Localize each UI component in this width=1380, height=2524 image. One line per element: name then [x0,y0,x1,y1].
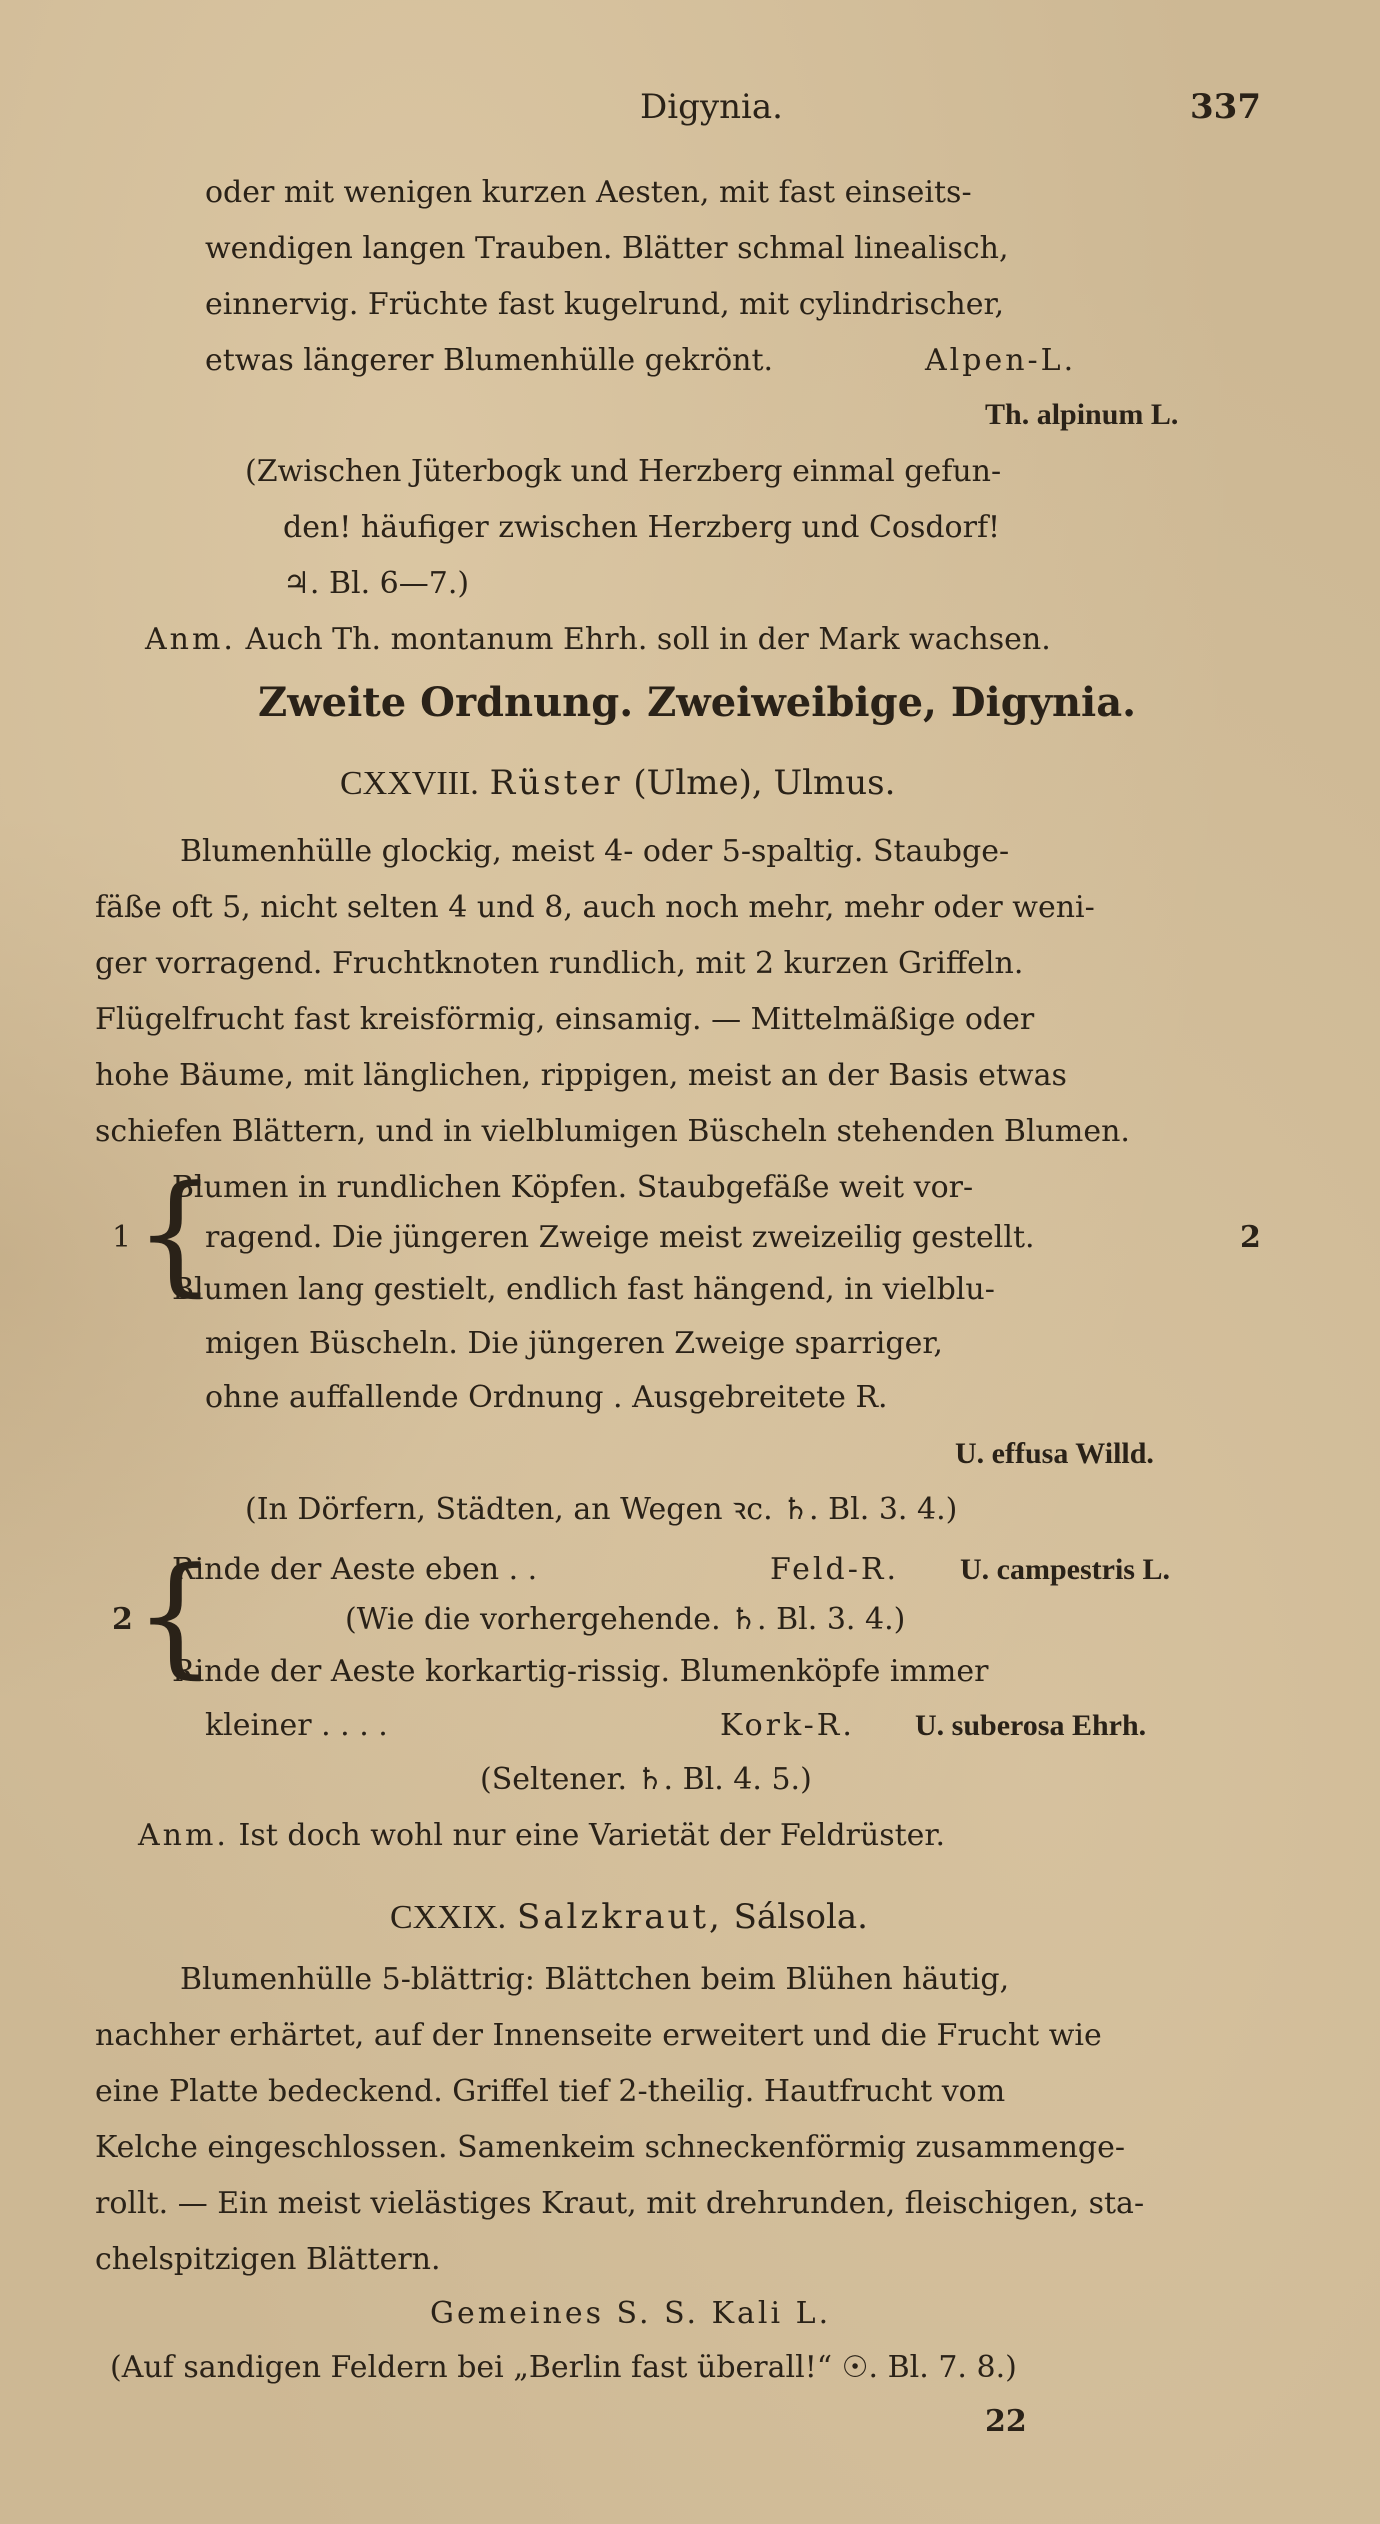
brace-icon: { [134,1539,217,1691]
key-target-number: 2 [1240,1220,1261,1255]
genus-german-name: Rüster [489,763,623,803]
order-heading: Zweite Ordnung. Zweiweibige, Digynia. [258,679,1137,726]
habitat-line: (In Dörfern, Städten, an Wegen ꝛc. ♄. Bl. 3. 4.) [245,1492,958,1527]
text-line: Flügelfrucht fast kreisförmig, einsamig. — Mittelmäßige oder [95,1002,1035,1037]
common-name: Feld-R. [770,1552,899,1587]
key-line: Blumen in rundlichen Köpfen. Staubgefäße weit vor- [172,1170,974,1205]
text-line: Kelche eingeschlossen. Samenkeim schneckenförmig zusammenge- [95,2130,1125,2165]
text-line: hohe Bäume, mit länglichen, rippigen, meist an der Basis etwas [95,1058,1067,1093]
text-line: fäße oft 5, nicht selten 4 und 8, auch noch mehr, mehr oder weni- [95,890,1095,925]
genus-heading [390,1898,868,1937]
note-text: Ist doch wohl nur eine Varietät der Feldrüster. [238,1818,945,1853]
genus-german-name: Salzkraut, [516,1897,723,1937]
species-name: Th. alpinum L. [985,398,1179,431]
genus-latin-name: (Ulme), Ulmus. [633,763,896,803]
signature-mark: 22 [985,2404,1027,2439]
key-line: ohne auffallende Ordnung . Ausgebreitete R. [205,1380,888,1415]
text-line: schiefen Blättern, und in vielblumigen Büscheln stehenden Blumen. [95,1114,1130,1149]
text-line: einnervig. Früchte fast kugelrund, mit cylindrischer, [205,287,1005,322]
note [145,623,1051,658]
habitat-line: ♃. Bl. 6—7.) [283,566,470,601]
habitat-line: (Wie die vorhergehende. ♄. Bl. 3. 4.) [345,1602,906,1637]
key-line: Rinde der Aeste korkartig-rissig. Blumenköpfe immer [172,1654,989,1689]
text-line: ger vorragend. Fruchtknoten rundlich, mit 2 kurzen Griffeln. [95,946,1024,981]
brace-icon: { [134,1157,217,1309]
key-line: Blumen lang gestielt, endlich fast hängend, in vielblu- [172,1272,995,1307]
habitat-line: den! häufiger zwischen Herzberg und Cosdorf! [283,510,1001,545]
key-line: ragend. Die jüngeren Zweige meist zweizeilig gestellt. [205,1220,1035,1255]
text-line: chelspitzigen Blättern. [95,2242,441,2277]
running-title: Digynia. [640,87,783,127]
note [138,1819,945,1854]
common-name: Alpen-L. [925,343,1077,378]
species-line: Gemeines S. S. Kali L. [430,2296,832,2331]
genus-latin-name: Sálsola. [733,1897,868,1937]
text-line: Blumenhülle glockig, meist 4- oder 5-spaltig. Staubge- [180,834,1010,869]
habitat-line: (Seltener. ♄. Bl. 4. 5.) [480,1762,812,1797]
text-line: oder mit wenigen kurzen Aesten, mit fast einseits- [205,175,972,210]
genus-numeral: CXXIX. [390,1899,507,1936]
species-name: U. suberosa Ehrh. [915,1709,1147,1742]
key-line: kleiner . . . . [205,1708,388,1743]
key-line: Rinde der Aeste eben . . [172,1552,538,1587]
note-label: Anm. [145,622,236,657]
text-line: Blumenhülle 5-blättrig: Blättchen beim Blühen häutig, [180,1962,1010,1997]
text-line: nachher erhärtet, auf der Innenseite erweitert und die Frucht wie [95,2018,1102,2053]
note-label: Anm. [138,1818,229,1853]
note-text: Auch Th. montanum Ehrh. soll in der Mark wachsen. [245,622,1051,657]
couplet-number: 1 [112,1220,132,1255]
common-name: Kork-R. [720,1708,855,1743]
genus-numeral: CXXVIII. [340,765,479,802]
text-line: eine Platte bedeckend. Griffel tief 2-theilig. Hautfrucht vom [95,2074,1006,2109]
text-line: etwas längerer Blumenhülle gekrönt. [205,343,774,378]
couplet-number: 2 [112,1602,133,1637]
genus-heading [340,764,895,803]
species-name: U. effusa Willd. [955,1437,1154,1470]
text-line: rollt. — Ein meist vielästiges Kraut, mit drehrunden, fleischigen, sta- [95,2186,1145,2221]
page-number: 337 [1190,87,1261,127]
key-line: migen Büscheln. Die jüngeren Zweige sparriger, [205,1326,943,1361]
species-name: U. campestris L. [960,1553,1170,1586]
habitat-line: (Zwischen Jüterbogk und Herzberg einmal gefun- [245,454,1002,489]
habitat-line: (Auf sandigen Feldern bei „Berlin fast überall!“ ☉. Bl. 7. 8.) [110,2350,1017,2385]
text-line: wendigen langen Trauben. Blätter schmal linealisch, [205,231,1009,266]
